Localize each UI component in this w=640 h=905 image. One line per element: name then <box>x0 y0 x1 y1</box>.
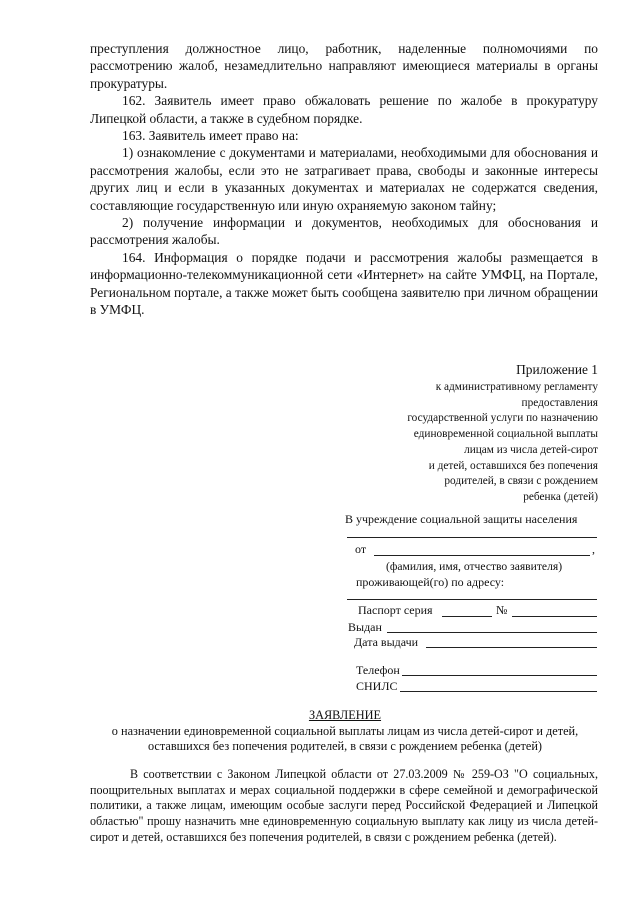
phone-label: Телефон <box>356 663 400 677</box>
appendix-line: ребенка (детей) <box>523 490 598 503</box>
appendix-line: родителей, в связи с рождением <box>444 475 598 488</box>
appendix-line: к административному регламенту <box>435 381 598 393</box>
appendix-line: единовременной социальной выплаты <box>413 428 598 441</box>
paragraph-164: 164. Информация о порядке подачи и рассмотрения жалобы размещается в информационно-телекоммуникационной сети «Интернет» на сайте УМФЦ, на Портале, Региональном портале, а также может быть сообщена заявителю при личном обращении в УМФЦ. <box>90 249 598 318</box>
appendix-line: лицам из числа детей-сирот <box>464 443 598 456</box>
paragraph-163: 163. Заявитель имеет право на: <box>122 128 299 144</box>
paragraph-162: 162. Заявитель имеет право обжаловать решение по жалобе в прокуратуру Липецкой области, а также в судебном порядке. <box>90 93 598 126</box>
institution-line[interactable] <box>347 537 597 538</box>
appendix-line: государственной услуги по назначению <box>407 412 598 425</box>
issue-date-label: Дата выдачи <box>354 635 419 649</box>
from-label: от <box>355 542 367 556</box>
appendix-title: Приложение 1 <box>516 362 598 377</box>
address-label: проживающей(го) по адресу: <box>356 575 505 589</box>
statement-subtitle-line: о назначении единовременной социальной выплаты лицам из числа детей-сирот и детей, <box>111 723 579 738</box>
paragraph-163-item-2: 2) получение информации и документов, необходимых для обоснования и рассмотрения жалобы. <box>90 215 598 248</box>
name-hint: (фамилия, имя, отчество заявителя) <box>386 560 563 573</box>
paragraph-163-item-1: 1) ознакомление с документами и материалами, необходимыми для обоснования и рассмотрения жалобы, если это не затрагивает права, свободы и законные интересы других лиц и если в указанных документах и материалах не содержатся сведения, составляющие государственную или иную охраняемую законом тайну; <box>90 145 598 213</box>
appendix-line: и детей, оставшихся без попечения <box>428 459 598 472</box>
issued-label: Выдан <box>348 620 382 634</box>
snils-label: СНИЛС <box>356 679 398 693</box>
passport-number-field[interactable] <box>512 616 597 617</box>
passport-series-label: Паспорт серия <box>358 603 433 617</box>
appendix-header <box>407 360 598 506</box>
institution-label: В учреждение социальной защиты населения <box>345 512 578 526</box>
appendix-line: предоставления <box>521 396 598 409</box>
applicant-name-field[interactable] <box>374 555 590 556</box>
snils-field[interactable] <box>400 691 597 692</box>
address-field[interactable] <box>347 599 597 600</box>
statement-body: В соответствии с Законом Липецкой области от 27.03.2009 № 259-ОЗ "О социальных, поощрительных выплатах и мерах социальной поддержки в сфере семейной и демографической политики, а также лицам, имеющим особые заслуги перед Российской Федерацией и Липецкой областью" прошу назначить мне единовременную социальную выплату как лицу из числа детей-сирот и детей, оставшихся без попечения родителей, в связи с рождением ребенка (детей). <box>90 767 598 844</box>
statement-title: ЗАЯВЛЕНИЕ <box>308 708 382 722</box>
statement-subtitle-line: оставшихся без попечения родителей, в связи с рождением ребенка (детей) <box>147 739 543 753</box>
paragraph-intro: преступления должностное лицо, работник, наделенные полномочиями по рассмотрению жалоб, незамедлительно направляют имеющиеся материалы в органы прокуратуры. <box>90 41 598 91</box>
from-suffix: , <box>592 542 595 556</box>
passport-number-label: № <box>496 603 508 617</box>
statement-heading <box>90 708 600 755</box>
issued-field[interactable] <box>387 632 597 633</box>
main-text-block <box>90 40 598 319</box>
phone-field[interactable] <box>402 675 597 676</box>
passport-series-field[interactable] <box>442 616 492 617</box>
issue-date-field[interactable] <box>426 647 597 648</box>
